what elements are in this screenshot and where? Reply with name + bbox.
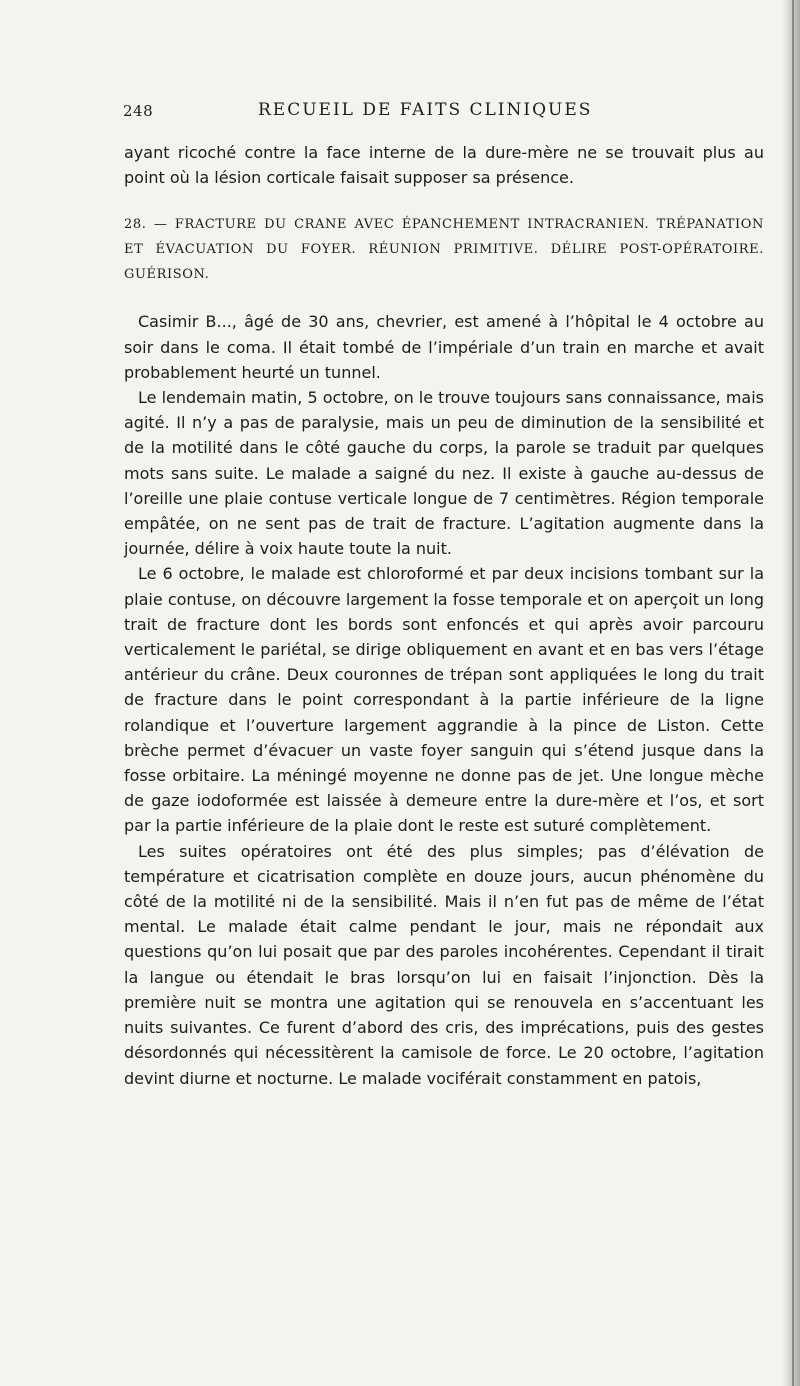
- page-edge-line: [792, 0, 794, 1386]
- paragraph-operation: Le 6 octobre, le malade est chloroformé et par deux incisions tombant sur la plaie contuse, on découvre largement la fosse temporale et on aperçoit un long trait de fracture dont les bords sont enfoncés et qui après avoir parcouru verticalement le pariétal, se dirige obliquement en avant et en bas vers l’étage antérieur du crâne. Deux couronnes de trépan sont appliquées le long du trait de fracture dans le point correspondant à la partie inférieure de la ligne rolandique et l’ouverture largement aggrandie à la pince de Liston. Cette brèche permet d’évacuer un vaste foyer sanguin qui s’étend jusque dans la fosse orbitaire. La méningé moyenne ne donne pas de jet. Une longue mèche de gaze iodoformée est laissée à demeure entre la dure-mère et l’os, et sort par la partie inférieure de la plaie dont le reste est suturé complètement.: [124, 564, 764, 836]
- case-heading: 28. — FRACTURE DU CRANE AVEC ÉPANCHEMENT INTRACRANIEN. TRÉPANATION ET ÉVACUATION DU FOYER. RÉUNION PRIMITIVE. DÉLIRE POST-OPÉRATOIRE. GUÉRISON.: [124, 217, 764, 283]
- body-text: [124, 140, 764, 1091]
- paragraph-next-day: Le lendemain matin, 5 octobre, on le trouve toujours sans connaissance, mais agité. Il n’y a pas de paralysie, mais un peu de diminution de la sensibilité et de la motilité dans le côté gauche du corps, la parole se traduit par quelques mots sans suite. Le malade a saigné du nez. Il existe à gauche au-dessus de l’oreille une plaie contuse verticale longue de 7 centimètres. Région temporale empâtée, on ne sent pas de trait de fracture. L’agitation augmente dans la journée, délire à voix haute toute la nuit.: [124, 388, 765, 559]
- paragraph-admission: Casimir B..., âgé de 30 ans, chevrier, est amené à l’hôpital le 4 octobre au soir dans le coma. Il était tombé de l’impériale d’un train en marche et avait probablement heurté un tunnel.: [124, 312, 764, 382]
- running-head: RECUEIL DE FAITS CLINIQUES: [258, 100, 593, 120]
- paragraph-post-op: Les suites opératoires ont été des plus simples; pas d’élévation de température et cicatrisation complète en douze jours, aucun phénomène du côté de la motilité ni de la sensibilité. Mais il n’en fut pas de même de l’état mental. Le malade était calme pendant le jour, mais ne répondait aux questions qu’on lui posait que par des paroles incohérentes. Cependant il tirait la langue ou étendait le bras lorsqu’on lui en faisait l’injonction. Dès la première nuit se montra une agitation qui se renouvela en s’accentuant les nuits suivantes. Ce furent d’abord des cris, des imprécations, puis des gestes désordonnés qui nécessitèrent la camisole de force. Le 20 octobre, l’agitation devint diurne et nocturne. Le malade vociférait constamment en patois,: [124, 841, 764, 1088]
- paragraph-continuation: ayant ricoché contre la face interne de la dure-mère ne se trouvait plus au point où la lésion corticale faisait supposer sa présence.: [124, 143, 764, 188]
- page-edge-shadow: [782, 0, 800, 1386]
- page-number: 248: [123, 102, 154, 120]
